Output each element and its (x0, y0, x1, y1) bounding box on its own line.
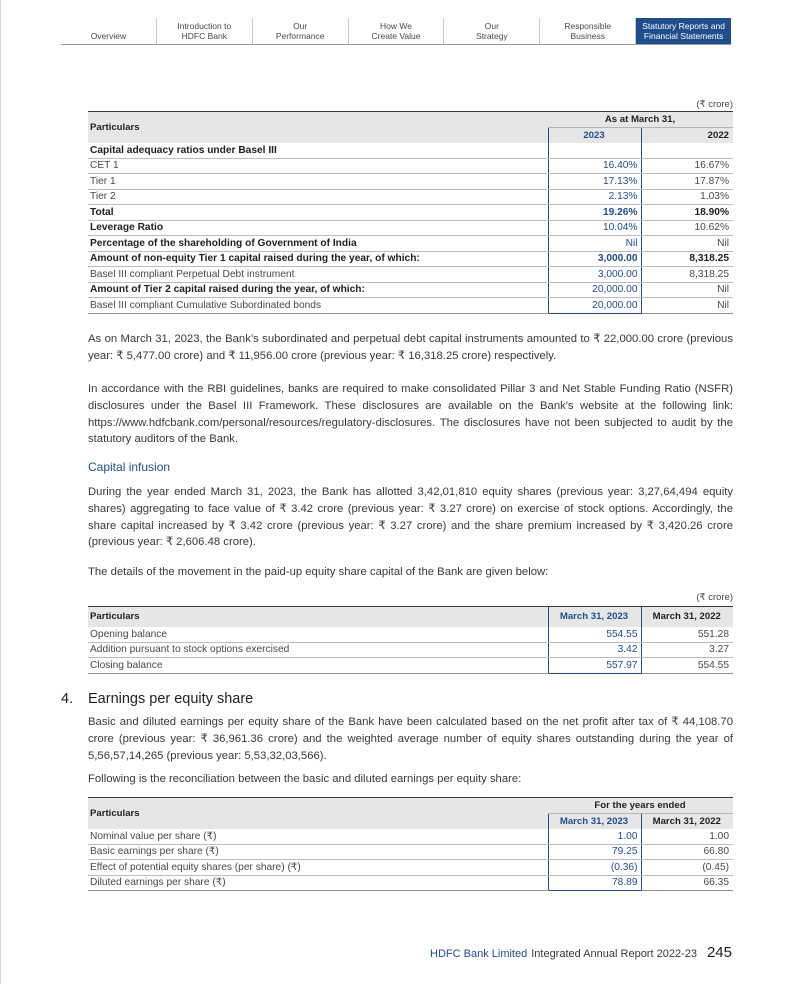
cell-current-year: 78.89 (548, 875, 641, 891)
table-row (88, 298, 733, 314)
tab-label-line1: Our (293, 21, 308, 31)
paragraph: During the year ended March 31, 2023, the Bank has allotted 3,42,01,810 equity shares (previous year: 3,27,64,494 equity shares) aggregating to face value of ₹ 3.42 crore (previous year: ₹ 3.27 crore) on exercise of stock options. Accordingly, the share capital increased by ₹ 3.42 crore (previous year: ₹ 3.27 crore) and the share premium increased by ₹ 3,420.26 crore (previous year: ₹ 2,606.48 crore). (88, 486, 733, 549)
cell-previous-year: Nil (641, 236, 733, 252)
tab-label-line2: Performance (275, 31, 325, 41)
cell-current-year: (0.36) (548, 860, 641, 876)
col-header-2022: March 31, 2022 (641, 813, 733, 829)
cell-previous-year: 551.28 (641, 627, 733, 643)
table-row (88, 282, 733, 298)
paragraph: In accordance with the RBI guidelines, banks are required to make consolidated Pillar 3 and Net Stable Funding Ratio (NSFR) disclosures under the Basel III Framework. These disclosures are available on the Bank's website at the following link: https://www.hdfcbank.com/personal/resources/regulatory-disclosures. The disclosures have not been subjected to audit by the statutory auditors of the Bank. (88, 383, 733, 446)
row-label: Nominal value per share (₹) (88, 829, 548, 845)
table-row (88, 205, 733, 221)
share-capital-table (88, 606, 733, 674)
page-number: 245 (706, 944, 732, 961)
cell-current-year: 2.13% (548, 189, 641, 205)
col-header-particulars: Particulars (88, 112, 548, 143)
col-header-2023: 2023 (548, 127, 641, 143)
tab-label-line2: Overview (90, 31, 127, 41)
col-header-particulars: Particulars (88, 798, 548, 829)
cell-current-year: 79.25 (548, 844, 641, 860)
tab-strategy[interactable] (444, 18, 540, 44)
col-header-particulars: Particulars (88, 607, 548, 627)
tab-statutory-reports[interactable] (636, 18, 731, 44)
col-group-header: For the years ended (548, 798, 733, 814)
section-heading-eps (61, 691, 253, 707)
tab-label-line1: How We (380, 21, 412, 31)
row-label: Amount of non-equity Tier 1 capital raised during the year, of which: (88, 251, 548, 267)
row-label: Total (88, 205, 548, 221)
cell-previous-year: Nil (641, 282, 733, 298)
row-label: Addition pursuant to stock options exercised (88, 642, 548, 658)
share-capital-table-block (88, 592, 733, 674)
cell-previous-year: 1.00 (641, 829, 733, 845)
tab-label-line2: HDFC Bank (181, 31, 227, 41)
tab-label-line1: Introduction to (177, 21, 232, 31)
row-label: Amount of Tier 2 capital raised during the year, of which: (88, 282, 548, 298)
table-row (88, 860, 733, 876)
row-label: Capital adequacy ratios under Basel III (88, 143, 548, 159)
eps-intro-para (88, 714, 733, 764)
cell-current-year: 20,000.00 (548, 282, 641, 298)
row-label: CET 1 (88, 158, 548, 174)
cell-current-year: 19.26% (548, 205, 641, 221)
row-label: Closing balance (88, 658, 548, 674)
eps-reconciliation-para (88, 771, 733, 788)
table-row (88, 844, 733, 860)
eps-table-block (88, 797, 733, 891)
cell-current-year: 557.97 (548, 658, 641, 674)
row-label: Tier 2 (88, 189, 548, 205)
eps-table (88, 797, 733, 891)
cell-previous-year: 66.80 (641, 844, 733, 860)
unit-note: (₹ crore) (696, 592, 733, 603)
table-row (88, 236, 733, 252)
row-label: Tier 1 (88, 174, 548, 190)
capital-infusion-para (88, 484, 733, 551)
tab-label-line2: Strategy (476, 31, 508, 41)
cell-previous-year: 3.27 (641, 642, 733, 658)
pillar3-disclosure-para (88, 381, 733, 448)
row-label: Leverage Ratio (88, 220, 548, 236)
cell-current-year: 16.40% (548, 158, 641, 174)
table-row (88, 143, 733, 159)
page-footer (430, 944, 732, 961)
table-row (88, 220, 733, 236)
capital-infusion-heading-block (88, 460, 733, 474)
cell-previous-year: 1.03% (641, 189, 733, 205)
row-label: Basel III compliant Cumulative Subordinated bonds (88, 298, 548, 314)
cell-current-year: 20,000.00 (548, 298, 641, 314)
table-row (88, 267, 733, 283)
row-label: Effect of potential equity shares (per share) (₹) (88, 860, 548, 876)
cell-current-year: 1.00 (548, 829, 641, 845)
paragraph: Following is the reconciliation between the basic and diluted earnings per equity share: (88, 773, 522, 785)
subordinated-debt-para (88, 331, 733, 365)
table-row (88, 189, 733, 205)
tab-create-value[interactable] (349, 18, 445, 44)
table-row (88, 627, 733, 643)
table-row (88, 251, 733, 267)
section-number: 4. (61, 691, 74, 707)
cell-current-year: 3.42 (548, 642, 641, 658)
footer-report-title: Integrated Annual Report 2022-23 (531, 948, 697, 960)
cell-current-year: 3,000.00 (548, 251, 641, 267)
cell-current-year: Nil (548, 236, 641, 252)
col-header-2022: 2022 (641, 127, 733, 143)
cell-current-year: 10.04% (548, 220, 641, 236)
tab-performance[interactable] (253, 18, 349, 44)
capital-adequacy-table-block (88, 99, 733, 314)
tab-label-line1: Statutory Reports and (642, 21, 725, 31)
cell-previous-year: 8,318.25 (641, 251, 733, 267)
cell-previous-year: 10.62% (641, 220, 733, 236)
cell-current-year: 3,000.00 (548, 267, 641, 283)
paragraph: The details of the movement in the paid-up equity share capital of the Bank are given below: (88, 566, 549, 578)
section-nav (61, 18, 731, 45)
table-row (88, 658, 733, 674)
paragraph: Basic and diluted earnings per equity share of the Bank have been calculated based on the net profit after tax of ₹ 44,108.70 crore (previous year: ₹ 36,961.36 crore) and the weighted average number of equity shares outstanding during the year of 5,56,57,14,265 (previous year: 5,53,32,03,566). (88, 716, 733, 762)
cell-current-year: 554.55 (548, 627, 641, 643)
cell-previous-year (641, 143, 733, 159)
col-header-2023: March 31, 2023 (548, 813, 641, 829)
cell-previous-year: (0.45) (641, 860, 733, 876)
cell-current-year: 17.13% (548, 174, 641, 190)
tab-label-line2: Business (570, 31, 605, 41)
tab-label-line2: Create Value (371, 31, 421, 41)
footer-company: HDFC Bank Limited (430, 948, 528, 960)
cell-current-year (548, 143, 641, 159)
unit-note: (₹ crore) (696, 99, 733, 110)
table-row (88, 875, 733, 891)
page-margin-rule (0, 0, 1, 984)
table-row (88, 642, 733, 658)
paragraph: As on March 31, 2023, the Bank’s subordinated and perpetual debt capital instruments amounted to ₹ 22,000.00 crore (previous year: ₹ 5,477.00 crore) and ₹ 11,956.00 crore (previous year: ₹ 16,318.25 crore) respectively. (88, 333, 733, 362)
tab-label-line2: Financial Statements (643, 31, 724, 41)
row-label: Basel III compliant Perpetual Debt instrument (88, 267, 548, 283)
capital-adequacy-table (88, 111, 733, 314)
tab-label-line1: Responsible (564, 21, 612, 31)
table-row (88, 174, 733, 190)
cell-previous-year: Nil (641, 298, 733, 314)
cell-previous-year: 18.90% (641, 205, 733, 221)
col-header-2023: March 31, 2023 (548, 607, 641, 627)
section-title: Earnings per equity share (88, 691, 254, 707)
tab-introduction[interactable] (157, 18, 253, 44)
cell-previous-year: 554.55 (641, 658, 733, 674)
cell-previous-year: 66.35 (641, 875, 733, 891)
table-row (88, 158, 733, 174)
row-label: Diluted earnings per share (₹) (88, 875, 548, 891)
tab-overview[interactable] (61, 18, 157, 44)
tab-responsible-business[interactable] (540, 18, 636, 44)
cell-previous-year: 17.87% (641, 174, 733, 190)
subheading-capital-infusion: Capital infusion (88, 460, 171, 474)
movement-intro-para (88, 564, 733, 581)
col-header-2022: March 31, 2022 (641, 607, 733, 627)
cell-previous-year: 8,318.25 (641, 267, 733, 283)
row-label: Basic earnings per share (₹) (88, 844, 548, 860)
tab-label-line1: Our (484, 21, 499, 31)
cell-previous-year: 16.67% (641, 158, 733, 174)
row-label: Percentage of the shareholding of Government of India (88, 236, 548, 252)
col-group-header: As at March 31, (548, 112, 733, 128)
row-label: Opening balance (88, 627, 548, 643)
table-row (88, 829, 733, 845)
